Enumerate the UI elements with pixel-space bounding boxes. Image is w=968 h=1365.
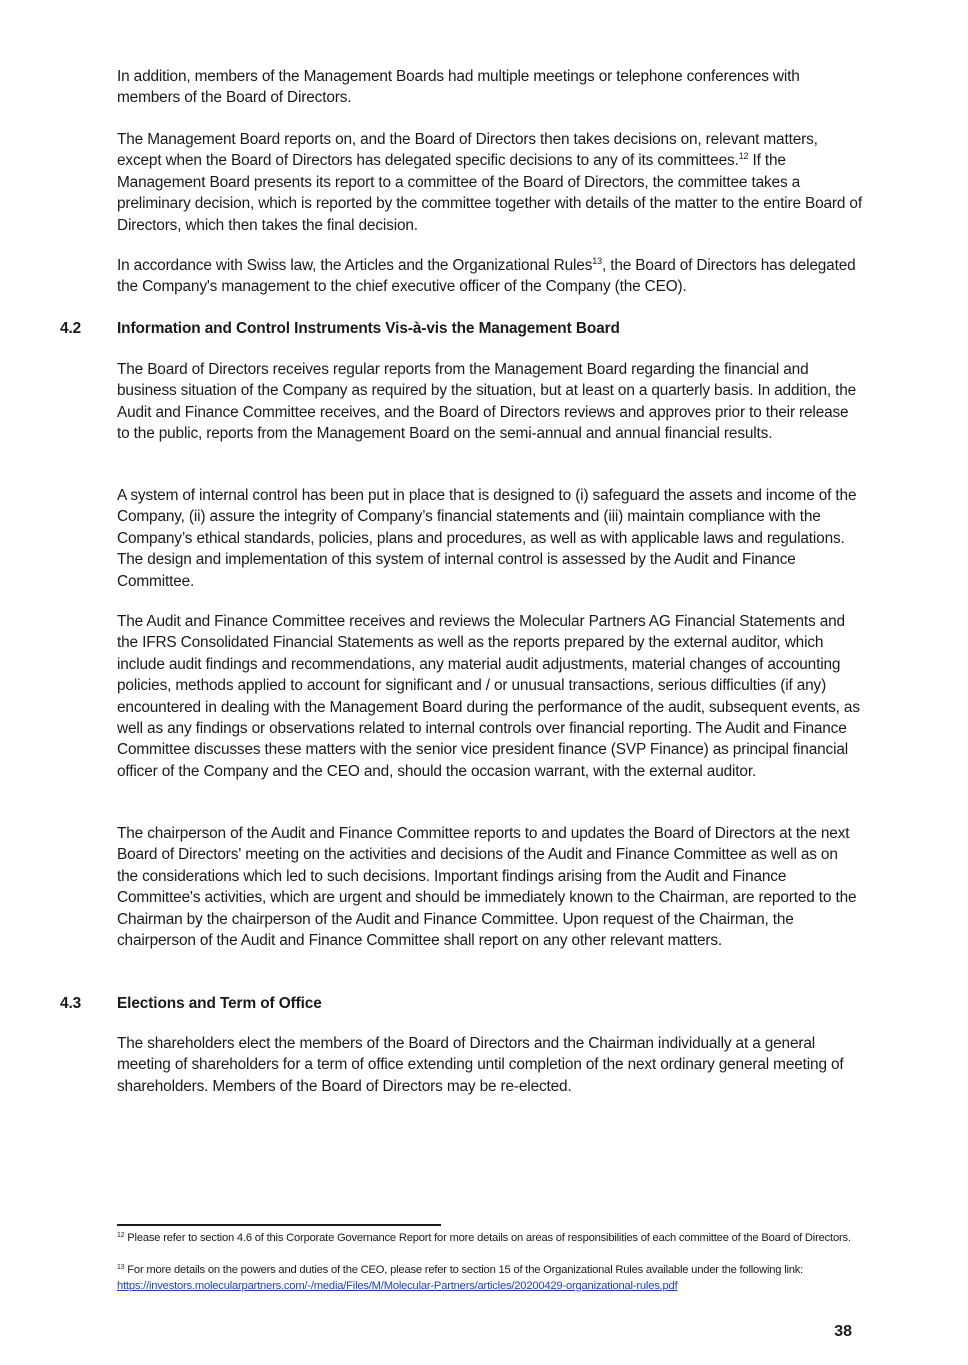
paragraph-text: If the Management Board presents its report to a committee of the Board of Directors, the committee takes a preliminary decision, which is reported by the committee together with details of the matter to the entire Board of Directors, which then takes the final decision.	[117, 152, 862, 234]
footnote-13	[117, 1263, 865, 1294]
page-number: 38	[834, 1323, 852, 1340]
section-number: 4.3	[60, 995, 82, 1012]
paragraph-audit-committee-review: The Audit and Finance Committee receives and reviews the Molecular Partners AG Financial Statements and the IFRS Consolidated Financial Statements as well as the reports prepared by the external auditor, which include audit findings and recommendations, any material audit adjustments, material changes of accounting policies, methods applied to account for significant and / or unusual transactions, serious difficulties (if any) encountered in dealing with the Management Board during the performance of the audit, subsequent events, as well as any findings or observations related to internal controls over financial reporting. The Audit and Finance Committee discusses these matters with the senior vice president finance (SVP Finance) as principal financial officer of the Company and the CEO and, should the occasion warrant, with the external auditor.	[117, 613, 860, 780]
section-heading-4-3	[60, 993, 322, 1014]
footnote-separator	[117, 1224, 441, 1226]
paragraph-text: In accordance with Swiss law, the Articles and the Organizational Rules	[117, 257, 593, 274]
paragraph-regular-reports: The Board of Directors receives regular reports from the Management Board regarding the financial and business situation of the Company as required by the situation, but at least on a quarterly basis. In addition, the Audit and Finance Committee receives, and the Board of Directors reviews and approves prior to their release to the public, reports from the Management Board on the semi-annual and annual financial results.	[117, 361, 857, 443]
paragraph-chairperson-reporting: The chairperson of the Audit and Finance Committee reports to and updates the Board of Directors at the next Board of Directors' meeting on the activities and decisions of the Audit and Finance Committee as well as on the considerations which led to such decisions. Important findings arising from the Audit and Finance Committee's activities, which are urgent and should be immediately known to the Chairman, are reported to the Chairman by the chairperson of the Audit and Finance Committee. Upon request of the Chairman, the chairperson of the Audit and Finance Committee shall report on any other relevant matters.	[117, 825, 857, 950]
footnote-text: Please refer to section 4.6 of this Corporate Governance Report for more details on areas of responsibilities of each committee of the Board of Directors.	[124, 1232, 851, 1244]
section-title: Information and Control Instruments Vis-à-vis the Management Board	[117, 320, 620, 337]
paragraph-management-meetings: In addition, members of the Management Boards had multiple meetings or telephone conferences with members of the Board of Directors.	[117, 68, 800, 107]
paragraph-internal-control: A system of internal control has been put in place that is designed to (i) safeguard the assets and income of the Company, (ii) assure the integrity of Company’s financial statements and (iii) maintain compliance with the Company’s ethical standards, policies, plans and procedures, as well as with applicable laws and regulations. The design and implementation of this system of internal control is assessed by the Audit and Finance Committee.	[117, 487, 857, 590]
section-number: 4.2	[60, 320, 82, 337]
paragraph-text: The Management Board reports on, and the Board of Directors then takes decisions on, relevant matters, except when the Board of Directors has delegated specific decisions to any of its committees.	[117, 131, 818, 170]
section-heading-4-2	[60, 318, 620, 339]
footnote-12	[117, 1231, 865, 1247]
footnote-ref-12[interactable]: 12	[738, 151, 749, 162]
paragraph-text: , the Board of Directors has delegated the Company's management to the chief executive officer of the Company (the CEO).	[117, 257, 856, 296]
paragraph-elections: The shareholders elect the members of the Board of Directors and the Chairman individually at a general meeting of shareholders for a term of office extending until completion of the next ordinary general meeting of shareholders. Members of the Board of Directors may be re-elected.	[117, 1035, 844, 1095]
section-title: Elections and Term of Office	[117, 995, 322, 1012]
paragraph-management-board-reports	[117, 129, 862, 236]
footnote-ref-13[interactable]: 13	[592, 256, 602, 266]
footnote-number: 13	[117, 1264, 125, 1271]
organizational-rules-link[interactable]: https://investors.molecularpartners.com/-/media/Files/M/Molecular-Partners/articles/20200429-organizational-rules.pdf	[117, 1279, 678, 1292]
footnote-number: 12	[117, 1232, 125, 1239]
footnote-text: For more details on the powers and duties of the CEO, please refer to section 15 of the Organizational Rules available under the following link:	[124, 1264, 804, 1276]
paragraph-swiss-law-delegation	[117, 255, 862, 298]
